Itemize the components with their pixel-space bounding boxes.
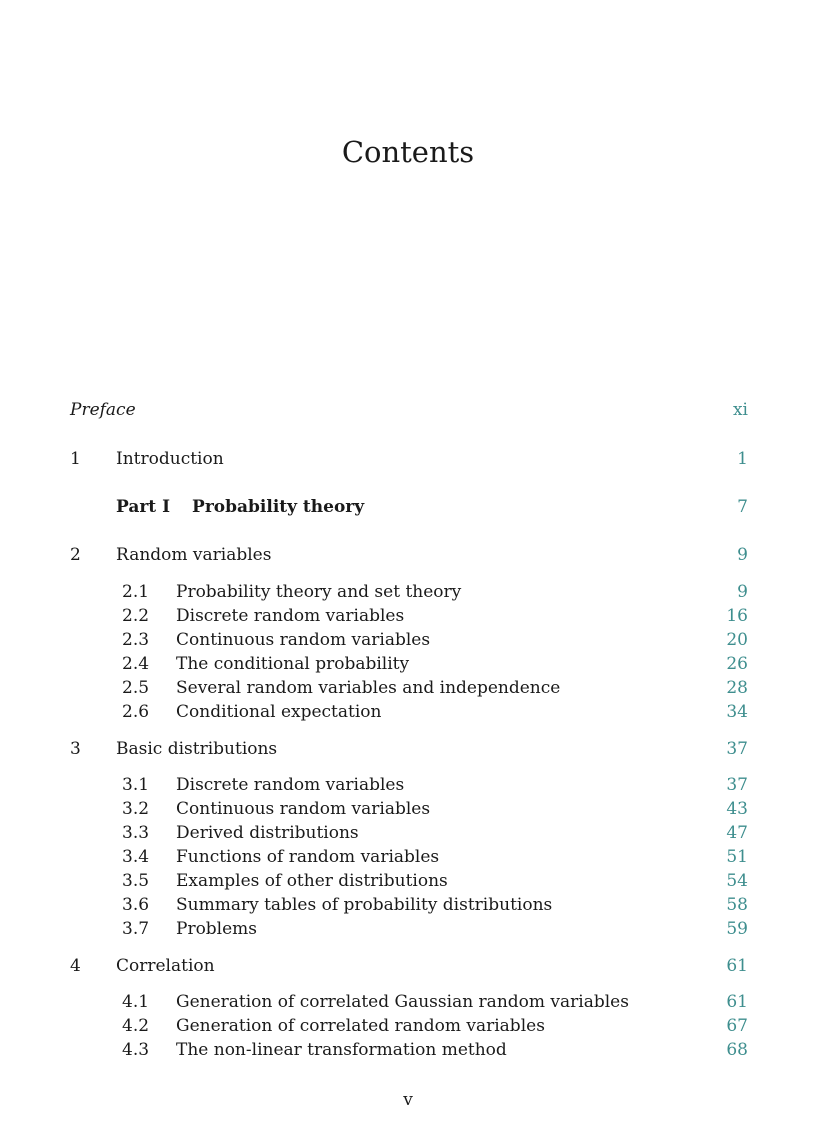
section-number: 2.3: [122, 630, 150, 650]
section-title: Generation of correlated random variables: [176, 1016, 545, 1036]
chapter-title: Random variables: [116, 545, 272, 565]
toc-page-link[interactable]: 61: [726, 956, 748, 976]
section-title: Continuous random variables: [176, 630, 431, 650]
toc-page-link[interactable]: 7: [737, 497, 748, 517]
section-title: Continuous random variables: [176, 799, 431, 819]
toc-section[interactable]: [0, 1014, 816, 1038]
section-number: 4.1: [122, 992, 150, 1012]
toc-page-link[interactable]: 59: [726, 919, 748, 939]
toc-section[interactable]: [0, 917, 816, 941]
section-title: Discrete random variables: [176, 775, 405, 795]
chapter-title: Introduction: [116, 449, 224, 469]
toc-page-link[interactable]: 1: [737, 449, 748, 469]
toc-chapter-4[interactable]: [0, 954, 816, 978]
toc-entry-label: Preface: [70, 400, 136, 420]
toc-page-link[interactable]: 20: [726, 630, 748, 650]
chapter-number: 3: [70, 739, 81, 759]
chapter-title: Basic distributions: [116, 739, 278, 759]
toc-page-link[interactable]: xi: [732, 400, 748, 420]
toc-section[interactable]: [0, 990, 816, 1014]
chapter-number: 2: [70, 545, 81, 565]
section-number: 2.2: [122, 606, 150, 626]
toc-entry-preface[interactable]: [0, 398, 816, 422]
toc-section[interactable]: [0, 773, 816, 797]
toc-section[interactable]: [0, 652, 816, 676]
toc-page-link[interactable]: 37: [726, 775, 748, 795]
toc-section[interactable]: [0, 869, 816, 893]
toc-page-link[interactable]: 9: [737, 582, 748, 602]
toc-page-link[interactable]: 34: [726, 702, 748, 722]
toc-page-link[interactable]: 37: [726, 739, 748, 759]
section-title: Probability theory and set theory: [176, 582, 462, 602]
section-title: Discrete random variables: [176, 606, 405, 626]
toc-chapter-2[interactable]: [0, 543, 816, 567]
section-number: 3.6: [122, 895, 150, 915]
section-number: 3.4: [122, 847, 150, 867]
part-label: Part I: [116, 497, 171, 517]
toc-page-link[interactable]: 61: [726, 992, 748, 1012]
toc-section[interactable]: [0, 893, 816, 917]
section-title: Derived distributions: [176, 823, 359, 843]
toc-chapter-3[interactable]: [0, 737, 816, 761]
toc-section[interactable]: [0, 700, 816, 724]
toc-section[interactable]: [0, 797, 816, 821]
toc-part-1[interactable]: [0, 495, 816, 519]
section-title: Several random variables and independence: [176, 678, 561, 698]
toc-page-link[interactable]: 58: [726, 895, 748, 915]
section-number: 4.3: [122, 1040, 150, 1060]
section-number: 3.5: [122, 871, 150, 891]
toc-page-link[interactable]: 47: [726, 823, 748, 843]
page-title: Contents: [341, 135, 475, 169]
section-title: The conditional probability: [176, 654, 410, 674]
chapter-title: Correlation: [116, 956, 215, 976]
toc-page-link[interactable]: 16: [726, 606, 748, 626]
section-number: 4.2: [122, 1016, 150, 1036]
section-title: Generation of correlated Gaussian random variables: [176, 992, 629, 1012]
section-number: 2.6: [122, 702, 150, 722]
section-number: 2.4: [122, 654, 150, 674]
toc-page-link[interactable]: 54: [726, 871, 748, 891]
toc-page-link[interactable]: 28: [726, 678, 748, 698]
toc-page-link[interactable]: 51: [726, 847, 748, 867]
toc-page-link[interactable]: 67: [726, 1016, 748, 1036]
toc-page-link[interactable]: 26: [726, 654, 748, 674]
part-heading: [116, 495, 364, 519]
toc-section[interactable]: [0, 845, 816, 869]
section-number: 2.1: [122, 582, 150, 602]
chapter-number: 1: [70, 449, 81, 469]
section-number: 3.2: [122, 799, 150, 819]
toc-section[interactable]: [0, 604, 816, 628]
section-title: Examples of other distributions: [176, 871, 448, 891]
section-number: 3.7: [122, 919, 150, 939]
section-title: Functions of random variables: [176, 847, 440, 867]
toc-page-link[interactable]: 9: [737, 545, 748, 565]
toc-section[interactable]: [0, 628, 816, 652]
section-number: 3.1: [122, 775, 150, 795]
section-title: Conditional expectation: [176, 702, 382, 722]
section-title: Problems: [176, 919, 258, 939]
section-number: 2.5: [122, 678, 150, 698]
section-title: Summary tables of probability distributions: [176, 895, 553, 915]
toc-section[interactable]: [0, 676, 816, 700]
toc-page-link[interactable]: 43: [726, 799, 748, 819]
toc-section[interactable]: [0, 580, 816, 604]
toc-page-link[interactable]: 68: [726, 1040, 748, 1060]
chapter-number: 4: [70, 956, 81, 976]
section-title: The non-linear transformation method: [176, 1040, 507, 1060]
toc-section[interactable]: [0, 821, 816, 845]
section-number: 3.3: [122, 823, 150, 843]
toc-section[interactable]: [0, 1038, 816, 1062]
toc-chapter-1[interactable]: [0, 447, 816, 471]
part-title: Probability theory: [192, 497, 365, 517]
page-number: v: [403, 1090, 413, 1110]
